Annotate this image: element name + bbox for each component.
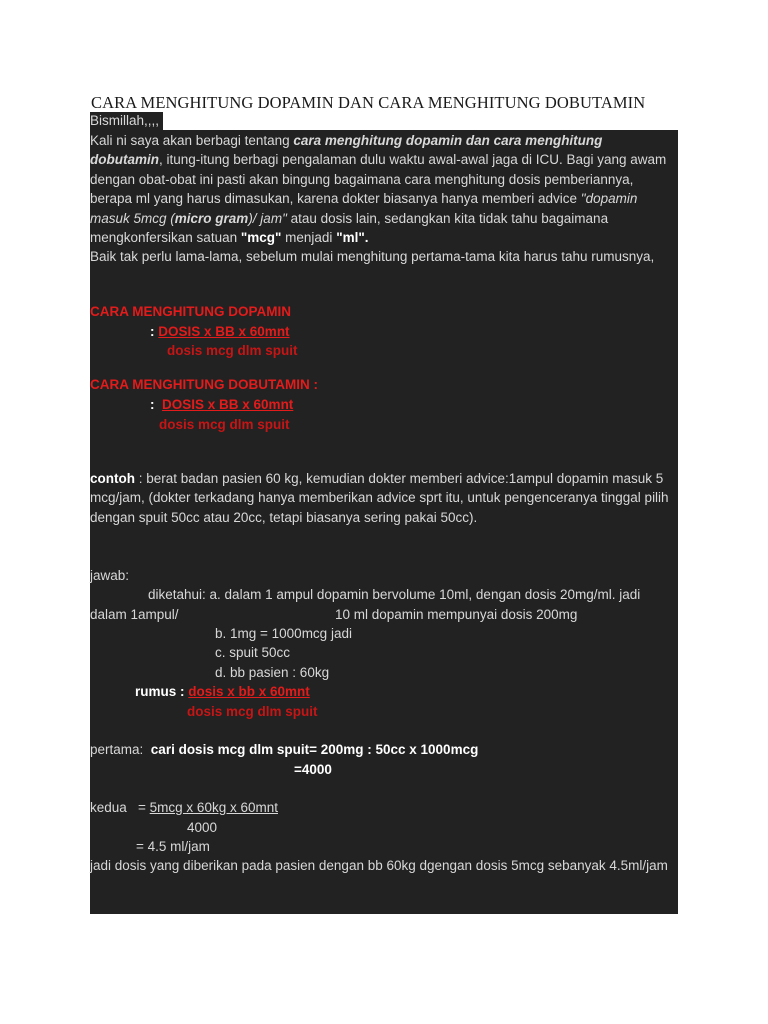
contoh-paragraph: contoh : berat badan pasien 60 kg, kemudian dokter memberi advice:1ampul dopamin masuk 5 mcg/jam, (dokter terkadang hanya memberikan advice sprt itu, untuk pengenceranya tinggal pilih dengan spuit 50cc atau 20cc, tetapi biasanya sering pakai 50cc). xyxy=(90,471,669,525)
jawab-label: jawab: xyxy=(90,568,130,583)
page-title: CARA MENGHITUNG DOPAMIN DAN CARA MENGHITUNG DOBUTAMIN xyxy=(91,93,646,112)
dobutamin-denominator: dosis mcg dlm spuit xyxy=(159,417,290,432)
intro-topic: cara menghitung dopamin dan cara menghitung dobutamin xyxy=(90,133,603,168)
known-c: c. spuit 50cc xyxy=(215,645,291,660)
rumus-line: rumus : dosis x bb x 60mnt xyxy=(135,684,310,699)
dopamin-numerator: DOSIS x BB x 60mnt xyxy=(158,324,290,339)
known-a-line2: dalam 1ampul/ xyxy=(90,607,179,622)
kedua-numerator: 5mcg x 60kg x 60mnt xyxy=(149,800,278,815)
known-b: b. 1mg = 1000mcg jadi xyxy=(215,626,352,641)
rumus-numerator: dosis x bb x 60mnt xyxy=(188,684,310,699)
pertama-result: =4000 xyxy=(294,762,332,777)
known-d: d. bb pasien : 60kg xyxy=(215,665,330,680)
intro-paragraph-2: Baik tak perlu lama-lama, sebelum mulai menghitung pertama-tama kita harus tahu rumusnya, xyxy=(90,249,655,264)
dobutamin-heading: CARA MENGHITUNG DOBUTAMIN : xyxy=(90,377,318,392)
kedua-line: kedua = 5mcg x 60kg x 60mnt xyxy=(90,800,278,815)
rumus-denominator: dosis mcg dlm spuit xyxy=(187,704,318,719)
dobutamin-formula: : DOSIS x BB x 60mnt xyxy=(150,397,294,412)
known-a-line1: diketahui: a. dalam 1 ampul dopamin bervolume 10ml, dengan dosis 20mg/ml. jadi xyxy=(148,587,641,602)
dobutamin-numerator: DOSIS x BB x 60mnt xyxy=(162,397,294,412)
dopamin-heading: CARA MENGHITUNG DOPAMIN xyxy=(90,304,291,319)
conclusion-paragraph: jadi dosis yang diberikan pada pasien dengan bb 60kg dgengan dosis 5mcg sebanyak 4.5ml/jam xyxy=(90,858,668,873)
kedua-denominator: 4000 xyxy=(187,820,218,835)
greeting-text: Bismillah,,,, xyxy=(90,112,163,130)
known-a-line3: 10 ml dopamin mempunyai dosis 200mg xyxy=(335,607,578,622)
pertama-line: pertama: cari dosis mcg dlm spuit= 200mg : 50cc x 1000mcg xyxy=(90,742,479,757)
article-body xyxy=(90,130,678,914)
dopamin-formula: : DOSIS x BB x 60mnt xyxy=(150,324,290,339)
dopamin-denominator: dosis mcg dlm spuit xyxy=(167,343,298,358)
intro-paragraph: Kali ni saya akan berbagi tentang cara menghitung dopamin dan cara menghitung dobutamin, itung-itung berbagi pengalaman dulu waktu awal-awal jaga di ICU. Bagi yang awam dengan obat-obat ini pasti akan bingung bagaimana cara menghitung dosis pemberiannya, berapa ml yang harus dimasukan, karena dokter biasanya hanya memberi advice "dopamin masuk 5mcg (micro gram)/ jam" atau dosis lain, sedangkan kita tidak tahu bagaimana mengkonfersikan satuan "mcg" menjadi "ml". xyxy=(90,133,667,246)
kedua-result: = 4.5 ml/jam xyxy=(136,839,210,854)
